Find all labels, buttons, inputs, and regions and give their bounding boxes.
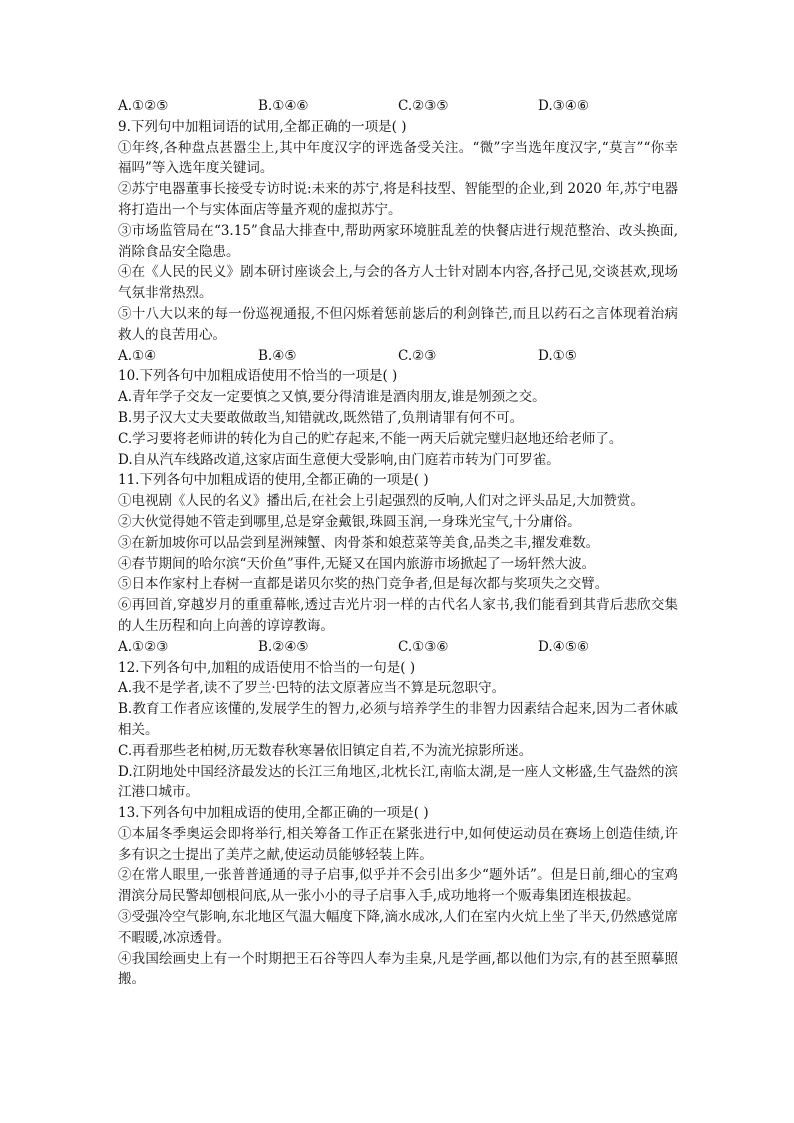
q10-option-b: B.男子汉大丈夫要敢做敢当,知错就改,既然错了,负荆请罪有何不可。 (118, 409, 524, 426)
q11-options (118, 637, 678, 658)
q11-option-a: A.①②③ (118, 638, 169, 655)
q9-item-1: ①年终,各种盘点甚嚣尘上,其中年度汉字的评选备受关注。“微”字当选年度汉字,“莫言”“你幸福吗”等入选年度关键词。 (118, 139, 678, 177)
q11-item-5: ⑤日本作家村上春树一直都是诺贝尔奖的热门竞争者,但是每次都与奖项失之交臂。 (118, 576, 609, 593)
q13-item-1: ①本届冬季奥运会即将举行,相关筹备工作正在紧张进行中,如何使运动员在赛场上创造佳绩,许多有识之士提出了美芹之献,使运动员能够轻装上阵。 (118, 825, 678, 863)
exam-page (118, 96, 678, 990)
q10-option-c: C.学习要将老师讲的转化为自己的贮存起来,不能一两天后就完璧归赵地还给老师了。 (118, 430, 623, 447)
q13-stem: 13.下列各句中加粗成语的使用,全都正确的一项是( ) (118, 805, 429, 822)
q10-option-a: A.青年学子交友一定要慎之又慎,要分得清谁是酒肉朋友,谁是刎颈之交。 (118, 389, 546, 406)
q8-option-d: D.③④⑥ (538, 98, 589, 114)
q9-stem: 9.下列句中加粗词语的试用,全都正确的一项是( ) (118, 118, 407, 135)
q9-option-a: A.①④ (118, 347, 157, 364)
q11-item-6: ⑥再回首,穿越岁月的重重幕帐,透过吉光片羽一样的古代名人家书,我们能看到其背后悲欣交集的人生历程和向上向善的谆谆教诲。 (118, 597, 678, 634)
q10-stem: 10.下列各句中加粗成语使用不恰当的一项是( ) (118, 368, 398, 385)
q11-option-b: B.②④⑤ (258, 638, 309, 655)
q11-item-1: ①电视剧《人民的名义》播出后,在社会上引起强烈的反响,人们对之评头品足,大加赞赏。 (118, 493, 644, 510)
q9-option-c: C.②③ (398, 347, 437, 364)
q12-stem: 12.下列各句中,加粗的成语使用不恰当的一句是( ) (118, 659, 416, 676)
q12-option-d: D.江阴地处中国经济最发达的长江三角地区,北枕长江,南临太湖,是一座人文彬盛,生气盎然的滨江港口城市。 (118, 763, 678, 801)
q13-item-3: ③受强冷空气影响,东北地区气温大幅度下降,滴水成冰,人们在室内火炕上坐了半天,仍然感觉席不暇暖,冰凉透骨。 (118, 909, 678, 946)
q11-item-2: ②大伙觉得她不管走到哪里,总是穿金戴银,珠圆玉润,一身珠光宝气,十分庸俗。 (118, 513, 581, 530)
q8-options (118, 96, 678, 117)
q11-item-4: ④春节期间的哈尔滨“天价鱼”事件,无疑又在国内旅游市场掀起了一场轩然大波。 (118, 555, 596, 572)
q13-item-4: ④我国绘画史上有一个时期把王石谷等四人奉为圭臬,凡是学画,都以他们为宗,有的甚至照摹照搬。 (118, 950, 678, 988)
q9-item-4: ④在《人民的民义》剧本研讨座谈会上,与会的各方人士针对剧本内容,各抒己见,交谈甚欢,现场气氛非常热烈。 (118, 264, 678, 302)
q13-item-2: ②在常人眼里,一张普普通通的寻子启事,似乎并不会引出多少“题外话”。但是日前,细心的宝鸡渭滨分局民警却刨根问底,从一张小小的寻子启事入手,成功地将一个贩毒集团连根拔起。 (118, 867, 678, 905)
q11-option-c: C.①③⑥ (398, 638, 449, 655)
q8-option-c: C.②③⑤ (398, 98, 449, 114)
q8-option-b: B.①④⑥ (258, 98, 309, 114)
q11-option-d: D.④⑤⑥ (538, 638, 589, 655)
q8-option-a: A.①②⑤ (118, 98, 169, 114)
q9-item-3: ③市场监管局在“3.15”食品大排查中,帮助两家环境脏乱差的快餐店进行规范整治、改头换面,消除食品安全隐患。 (118, 222, 678, 260)
q10-option-d: D.自从汽车线路改道,这家店面生意便大受影响,由门庭若市转为门可罗雀。 (118, 451, 560, 468)
q9-options (118, 346, 678, 367)
q12-option-c: C.再看那些老柏树,历无数春秋寒暑依旧镇定自若,不为流光掠影所迷。 (118, 742, 533, 759)
q11-item-3: ③在新加坡你可以品尝到星洲辣蟹、肉骨茶和娘惹菜等美食,品类之丰,擢发难数。 (118, 534, 600, 551)
q11-stem: 11.下列各句中加粗成语的使用,全都正确的一项是( ) (118, 472, 429, 489)
q12-option-b: B.教育工作者应该懂的,发展学生的智力,必须与培养学生的非智力因素结合起来,因为二者休戚相关。 (118, 701, 678, 738)
q9-item-5: ⑤十八大以来的每一份巡视通报,不但闪烁着惩前毖后的利剑锋芒,而且以药石之言体现着治病救人的良苦用心。 (118, 305, 678, 343)
q9-option-d: D.①⑤ (538, 347, 577, 364)
q9-item-2: ②苏宁电器董事长接受专访时说:未来的苏宁,将是科技型、智能型的企业,到 2020 年,苏宁电器将打造出一个与实体面店等量齐观的虚拟苏宁。 (118, 181, 678, 218)
q9-option-b: B.④⑤ (258, 347, 297, 364)
q12-option-a: A.我不是学者,读不了罗兰·巴特的法文原著应当不算是玩忽职守。 (118, 680, 506, 697)
